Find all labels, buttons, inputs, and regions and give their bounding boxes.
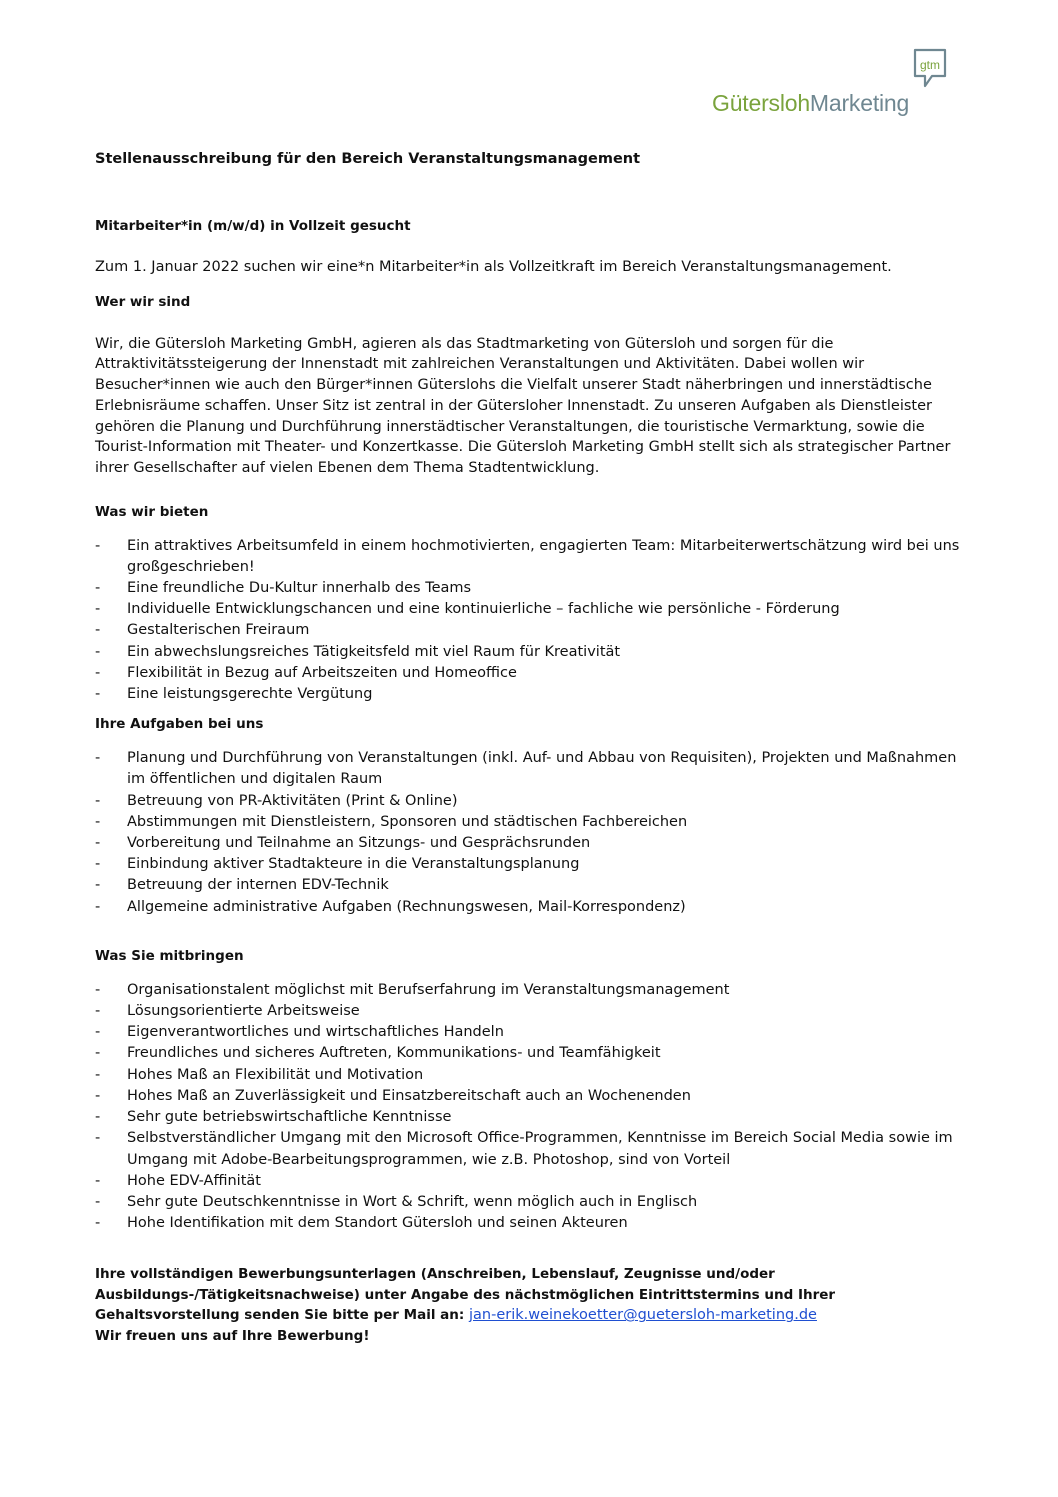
list-item <box>95 854 975 875</box>
tasks-heading: Ihre Aufgaben bei uns <box>95 716 264 733</box>
list-item-text: Eigenverantwortliches und wirtschaftliches Handeln <box>127 1024 504 1041</box>
offer-heading: Was wir bieten <box>95 503 209 520</box>
list-item-text: Organisationstalent möglichst mit Berufserfahrung im Veranstaltungsmanagement <box>127 981 730 998</box>
list-item-text: Ein abwechslungsreiches Tätigkeitsfeld mit viel Raum für Kreativität <box>127 643 621 660</box>
list-item-text: Betreuung der internen EDV-Technik <box>127 877 389 894</box>
list-item <box>95 1107 975 1128</box>
email-link[interactable]: jan-erik.weinekoetter@guetersloh-marketing.de <box>468 1307 817 1324</box>
list-item <box>95 1128 975 1170</box>
list-item <box>95 1192 975 1213</box>
list-item-text: Flexibilität in Bezug auf Arbeitszeiten und Homeoffice <box>127 664 517 681</box>
list-item <box>95 1171 975 1192</box>
logo-word-2: Marketing <box>809 90 910 116</box>
list-item-text: Vorbereitung und Teilnahme an Sitzungs- und Gesprächsrunden <box>127 835 591 852</box>
closing-thanks: Wir freuen uns auf Ihre Bewerbung! <box>95 1327 370 1344</box>
list-item <box>95 812 975 833</box>
bullet-dash: - <box>95 1193 101 1210</box>
bullet-dash: - <box>95 1045 101 1062</box>
job-subtitle: Mitarbeiter*in (m/w/d) in Vollzeit gesucht <box>95 218 411 234</box>
list-item <box>95 536 975 578</box>
list-item <box>95 620 975 641</box>
list-item <box>95 1065 975 1086</box>
document-title: Stellenausschreibung für den Bereich Veranstaltungsmanagement <box>95 151 641 167</box>
list-item <box>95 1086 975 1107</box>
list-item-text: Hohe Identifikation mit dem Standort Gütersloh und seinen Akteuren <box>127 1215 628 1232</box>
logo-word-1: Gütersloh <box>712 90 810 116</box>
bullet-dash: - <box>95 1172 101 1189</box>
list-item-text: Ein attraktives Arbeitsumfeld in einem hochmotivierten, engagierten Team: Mitarbeiterwertschätzung wird bei uns großgeschrieben! <box>127 537 960 575</box>
company-logo <box>700 38 962 128</box>
document-content <box>95 149 975 1346</box>
bullet-dash: - <box>95 1003 101 1020</box>
list-item <box>95 833 975 854</box>
bullet-dash: - <box>95 1087 101 1104</box>
list-item-text: Sehr gute Deutschkenntnisse in Wort & Schrift, wenn möglich auch in Englisch <box>127 1193 698 1210</box>
bullet-dash: - <box>95 898 101 915</box>
list-item <box>95 684 975 705</box>
list-item <box>95 1213 975 1234</box>
list-item <box>95 875 975 896</box>
list-item-text: Hohes Maß an Flexibilität und Motivation <box>127 1066 424 1083</box>
list-item <box>95 642 975 663</box>
list-item-text: Eine leistungsgerechte Vergütung <box>127 686 373 703</box>
list-item-text: Allgemeine administrative Aufgaben (Rechnungswesen, Mail-Korrespondenz) <box>127 898 686 915</box>
profile-heading: Was Sie mitbringen <box>95 947 244 964</box>
bullet-dash: - <box>95 1130 101 1147</box>
logo-wordmark <box>712 90 909 117</box>
about-heading: Wer wir sind <box>95 293 191 310</box>
closing-text: Ihre vollständigen Bewerbungsunterlagen (Anschreiben, Lebenslauf, Zeugnisse und/oder Ausbildungs-/Tätigkeitsnachweise) unter Angabe des nächstmöglichen Eintrittstermins und Ihrer Gehaltsvorstellung senden Sie bitte per Mail an: <box>95 1266 836 1324</box>
bullet-dash: - <box>95 1215 101 1232</box>
list-item-text: Eine freundliche Du-Kultur innerhalb des Teams <box>127 580 472 597</box>
bullet-dash: - <box>95 1024 101 1041</box>
bullet-dash: - <box>95 580 101 597</box>
bullet-dash: - <box>95 856 101 873</box>
about-paragraph: Wir, die Gütersloh Marketing GmbH, agieren als das Stadtmarketing von Gütersloh und sorgen für die Attraktivitätssteigerung der Innenstadt mit zahlreichen Veranstaltungen und Aktivitäten. Dabei wollen wir Besucher*innen wie auch den Bürger*innen Güterslohs die Vielfalt unserer Stadt näherbringen und innerstädtische Erlebnisräume schaffen. Unser Sitz ist zentral in der Gütersloher Innenstadt. Zu unseren Aufgaben als Dienstleister gehören die Planung und Durchführung innerstädtischer Veranstaltungen, die touristische Vermarktung, sowie die Tourist-Information mit Theater- und Konzertkasse. Die Gütersloh Marketing GmbH stellt sich als strategischer Partner ihrer Gesellschafter auf vielen Ebenen dem Thema Stadtentwicklung. <box>95 335 951 476</box>
list-item-text: Gestalterischen Freiraum <box>127 622 310 639</box>
bullet-dash: - <box>95 981 101 998</box>
list-item-text: Lösungsorientierte Arbeitsweise <box>127 1003 360 1020</box>
list-item <box>95 599 975 620</box>
list-item-text: Abstimmungen mit Dienstleistern, Sponsoren und städtischen Fachbereichen <box>127 813 688 830</box>
bullet-dash: - <box>95 835 101 852</box>
intro-paragraph: Zum 1. Januar 2022 suchen wir eine*n Mitarbeiter*in als Vollzeitkraft im Bereich Veranstaltungsmanagement. <box>95 259 892 275</box>
bullet-dash: - <box>95 622 101 639</box>
list-item <box>95 980 975 1001</box>
list-item <box>95 663 975 684</box>
bullet-dash: - <box>95 537 101 554</box>
logo-badge: gtm <box>919 58 941 72</box>
bullet-dash: - <box>95 1109 101 1126</box>
list-item-text: Individuelle Entwicklungschancen und eine kontinuierliche – fachliche wie persönliche - Förderung <box>127 601 840 618</box>
bullet-dash: - <box>95 664 101 681</box>
list-item <box>95 897 975 918</box>
list-item-text: Selbstverständlicher Umgang mit den Microsoft Office-Programmen, Kenntnisse im Bereich Social Media sowie im Umgang mit Adobe-Bearbeitungsprogrammen, wie z.B. Photoshop, sind von Vorteil <box>127 1130 953 1168</box>
list-item <box>95 1043 975 1064</box>
list-item-text: Einbindung aktiver Stadtakteure in die Veranstaltungsplanung <box>127 856 580 873</box>
bullet-dash: - <box>95 877 101 894</box>
closing-paragraph <box>95 1264 975 1326</box>
bullet-dash: - <box>95 1066 101 1083</box>
list-item <box>95 791 975 812</box>
list-item <box>95 578 975 599</box>
list-item-text: Sehr gute betriebswirtschaftliche Kenntnisse <box>127 1109 452 1126</box>
list-item-text: Hohe EDV-Affinität <box>127 1172 261 1189</box>
bullet-dash: - <box>95 643 101 660</box>
bullet-dash: - <box>95 792 101 809</box>
bullet-dash: - <box>95 750 101 767</box>
tasks-list <box>95 748 975 918</box>
list-item <box>95 1022 975 1043</box>
bullet-dash: - <box>95 813 101 830</box>
list-item-text: Betreuung von PR-Aktivitäten (Print & Online) <box>127 792 458 809</box>
list-item <box>95 1001 975 1022</box>
bullet-dash: - <box>95 686 101 703</box>
list-item-text: Freundliches und sicheres Auftreten, Kommunikations- und Teamfähigkeit <box>127 1045 661 1062</box>
list-item-text: Hohes Maß an Zuverlässigkeit und Einsatzbereitschaft auch an Wochenenden <box>127 1087 691 1104</box>
list-item-text: Planung und Durchführung von Veranstaltungen (inkl. Auf- und Abbau von Requisiten), Projekten und Maßnahmen im öffentlichen und digitalen Raum <box>127 750 957 788</box>
profile-list <box>95 980 975 1234</box>
list-item <box>95 748 975 790</box>
bullet-dash: - <box>95 601 101 618</box>
speech-bubble-icon <box>912 48 948 100</box>
offer-list <box>95 536 975 706</box>
